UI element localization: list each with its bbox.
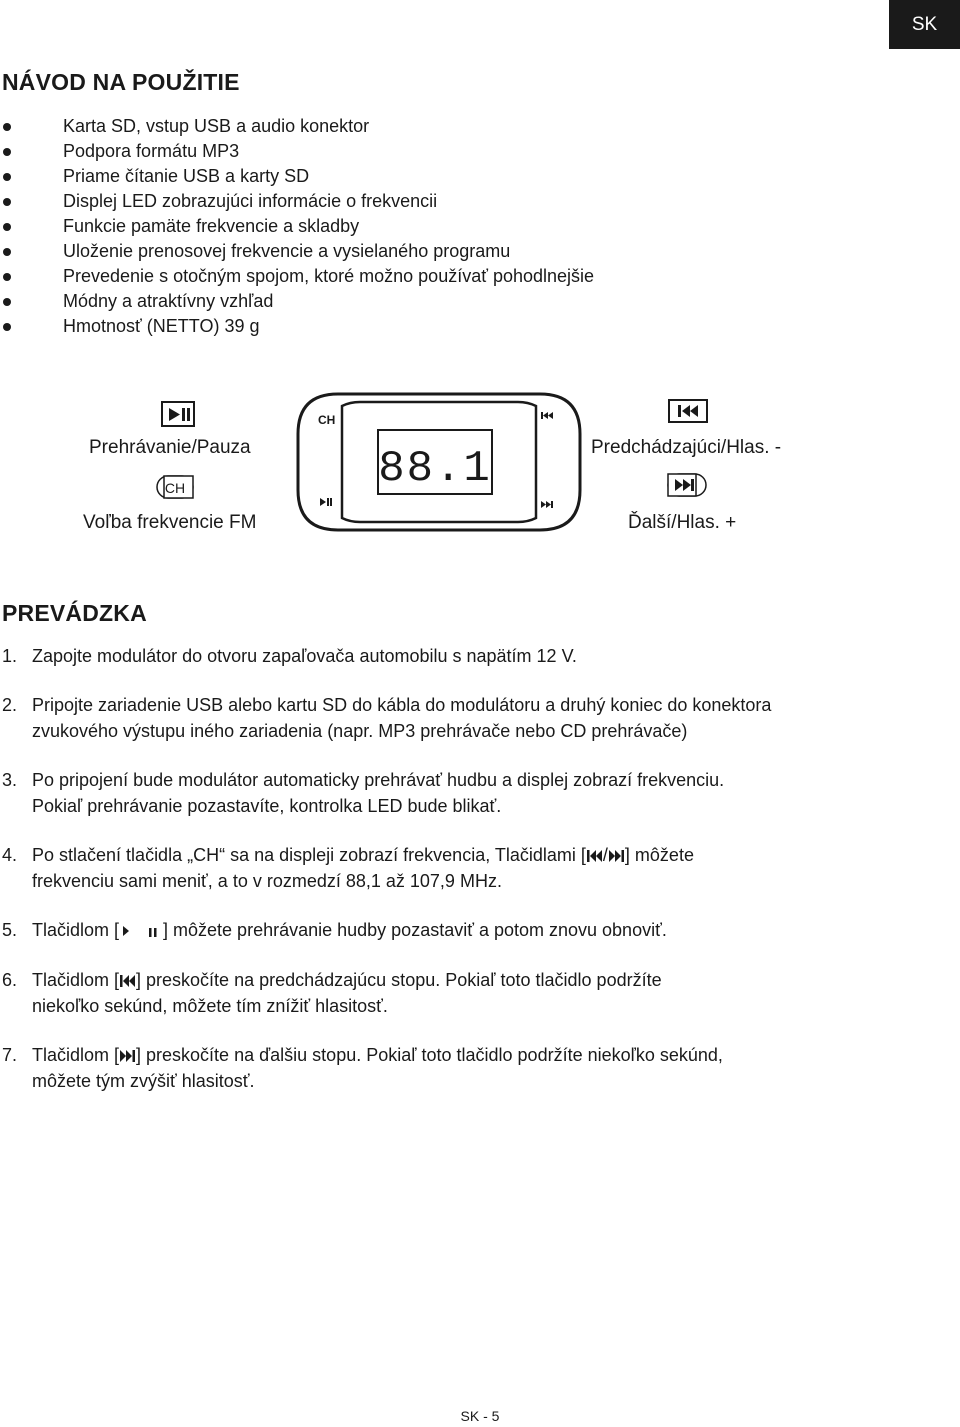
previous-icon	[586, 849, 603, 863]
svg-text:CH: CH	[164, 480, 186, 496]
bullet-icon	[3, 298, 11, 306]
next-icon	[668, 474, 706, 496]
play-pause-icon	[162, 402, 194, 426]
bullet-icon	[3, 148, 11, 156]
feature-item: Karta SD, vstup USB a audio konektor	[0, 114, 594, 139]
previous-label: Predchádzajúci/Hlas. -	[591, 437, 782, 458]
section-title: PREVÁDZKA	[2, 600, 147, 626]
next-icon	[608, 849, 625, 863]
device-diagram	[0, 380, 960, 550]
ch-icon	[157, 476, 193, 498]
feature-item: Hmotnosť (NETTO) 39 g	[0, 314, 594, 339]
bullet-icon	[3, 223, 11, 231]
bullet-icon	[3, 198, 11, 206]
bullet-icon	[3, 273, 11, 281]
feature-item: Podpora formátu MP3	[0, 139, 594, 164]
feature-item: Uloženie prenosovej frekvencie a vysielaného programu	[0, 239, 594, 264]
bullet-icon	[3, 323, 11, 331]
feature-item: Módny a atraktívny vzhľad	[0, 289, 594, 314]
feature-item: Prevedenie s otočným spojom, ktoré možno používať pohodlnejšie	[0, 264, 594, 289]
feature-item: Displej LED zobrazujúci informácie o frekvencii	[0, 189, 594, 214]
play-pause-icon	[119, 924, 163, 938]
play-pause-label: Prehrávanie/Pauza	[89, 437, 251, 458]
previous-icon	[669, 400, 707, 422]
previous-icon	[119, 974, 136, 988]
bullet-icon	[3, 248, 11, 256]
device-body	[298, 394, 580, 530]
bullet-icon	[3, 173, 11, 181]
ch-label: Voľba frekvencie FM	[83, 512, 257, 533]
next-icon	[119, 1049, 136, 1063]
next-label: Ďalší/Hlas. +	[628, 512, 737, 533]
device-ch-label: CH	[318, 413, 336, 427]
bullet-icon	[3, 123, 11, 131]
page-number: SK - 5	[460, 1408, 500, 1424]
display-value: 88.1	[378, 444, 492, 494]
feature-item: Priame čítanie USB a karty SD	[0, 164, 594, 189]
page-title: NÁVOD NA POUŽITIE	[2, 69, 240, 95]
feature-list	[0, 114, 594, 339]
language-tab: SK	[889, 0, 960, 49]
feature-item: Funkcie pamäte frekvencie a skladby	[0, 214, 594, 239]
